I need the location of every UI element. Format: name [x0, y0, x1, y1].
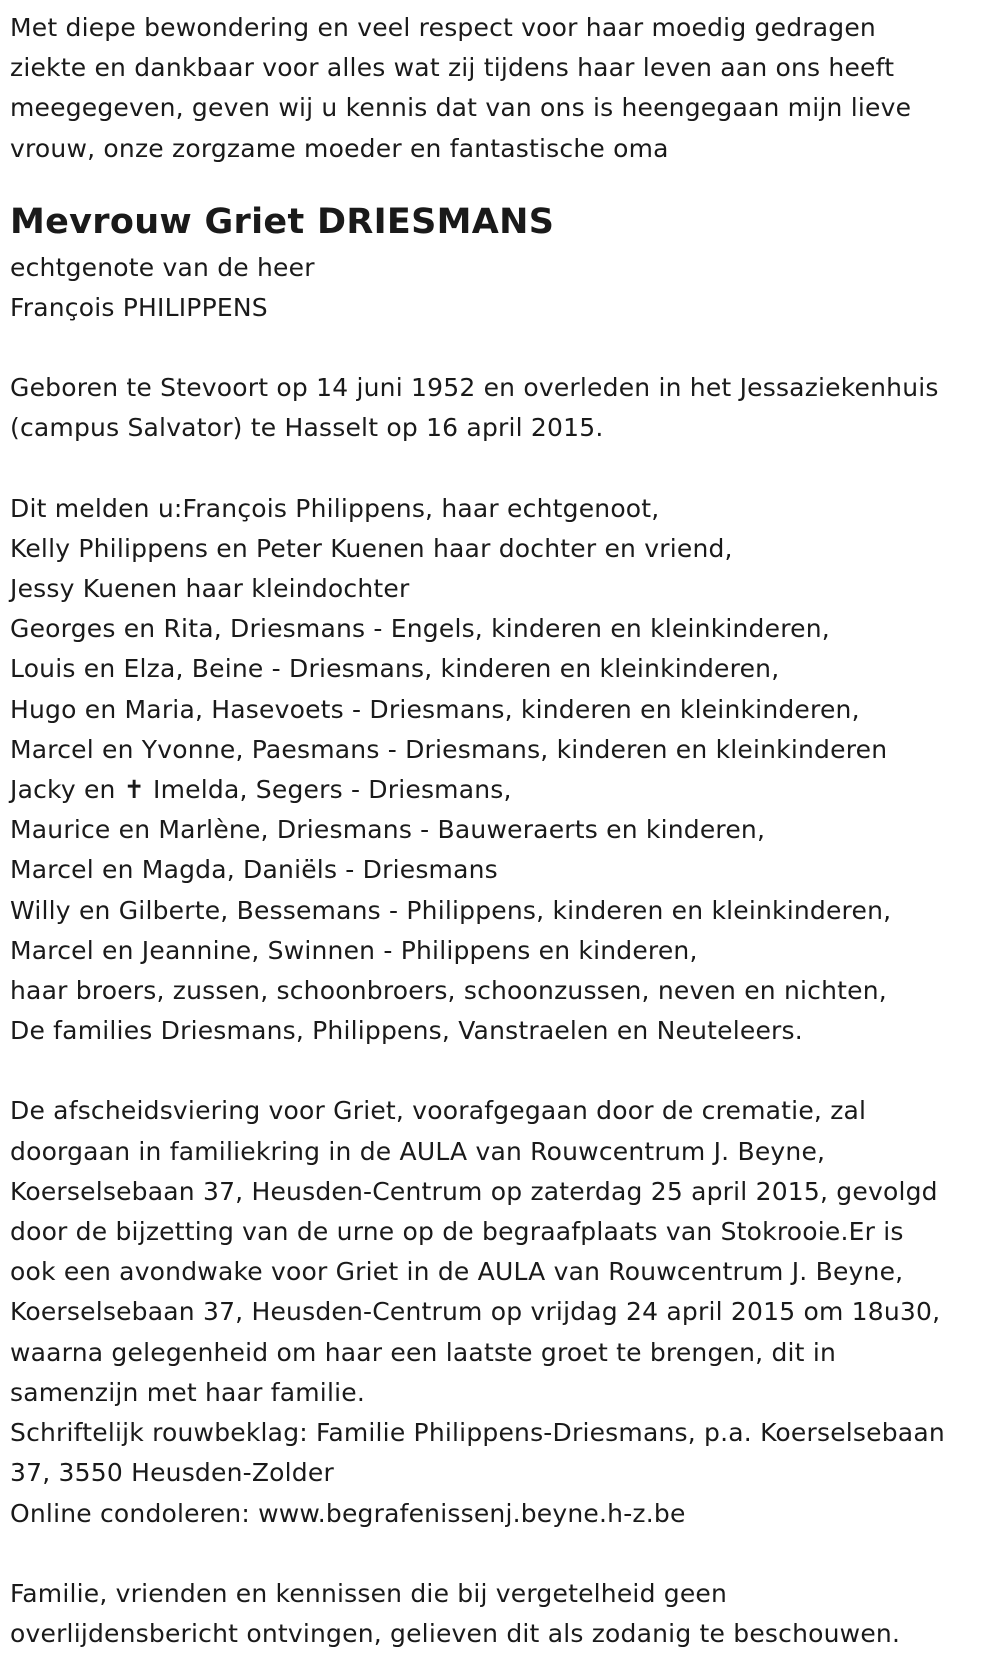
ceremony-line: door de bijzetting van de urne op de begraafplaats van Stokrooie.Er is: [10, 1217, 904, 1247]
ceremony-line: samenzijn met haar familie.: [10, 1377, 365, 1407]
spouse-line: echtgenote van de heer: [10, 252, 315, 282]
family-line: haar broers, zussen, schoonbroers, schoonzussen, neven en nichten,: [10, 976, 887, 1006]
family-line: Marcel en Magda, Daniëls - Driesmans: [10, 855, 498, 885]
imelda-text: Imelda, Segers - Driesmans,: [144, 775, 512, 805]
ceremony-line: ook een avondwake voor Griet in de AULA van Rouwcentrum J. Beyne,: [10, 1257, 904, 1287]
intro-paragraph: [10, 8, 1000, 169]
intro-line: vrouw, onze zorgzame moeder en fantastische oma: [10, 133, 669, 163]
spouse-line: François PHILIPPENS: [10, 293, 268, 323]
condolence-address-line: Schriftelijk rouwbeklag: Familie Philippens-Driesmans, p.a. Koerselsebaan: [10, 1418, 945, 1448]
condolence-address-line: 37, 3550 Heusden-Zolder: [10, 1458, 334, 1488]
closing-block: [10, 1574, 1000, 1654]
family-line: Willy en Gilberte, Bessemans - Philippens, kinderen en kleinkinderen,: [10, 895, 892, 925]
family-line: Hugo en Maria, Hasevoets - Driesmans, kinderen en kleinkinderen,: [10, 694, 860, 724]
family-line: Marcel en Jeannine, Swinnen - Philippens en kinderen,: [10, 935, 698, 965]
jacky-text: Jacky en: [10, 775, 124, 805]
family-line: Maurice en Marlène, Driesmans - Bauweraerts en kinderen,: [10, 815, 766, 845]
cross-icon: ✝: [123, 775, 145, 805]
deceased-name: Mevrouw Griet DRIESMANS: [10, 201, 555, 242]
family-line: Kelly Philippens en Peter Kuenen haar dochter en vriend,: [10, 533, 733, 563]
family-line-jacky: [10, 770, 1000, 810]
birth-death-line: (campus Salvator) te Hasselt op 16 april 2015.: [10, 413, 604, 443]
ceremony-line: doorgaan in familiekring in de AULA van Rouwcentrum J. Beyne,: [10, 1136, 826, 1166]
intro-line: meegegeven, geven wij u kennis dat van ons is heengegaan mijn lieve: [10, 93, 912, 123]
ceremony-line: Koerselsebaan 37, Heusden-Centrum op zaterdag 25 april 2015, gevolgd: [10, 1176, 938, 1206]
birth-death-line: Geboren te Stevoort op 14 juni 1952 en overleden in het Jessaziekenhuis: [10, 373, 939, 403]
family-line: Dit melden u:François Philippens, haar echtgenoot,: [10, 493, 660, 523]
intro-line: Met diepe bewondering en veel respect voor haar moedig gedragen: [10, 13, 876, 42]
family-line: Jessy Kuenen haar kleindochter: [10, 574, 410, 604]
family-block: [10, 489, 1000, 1052]
spouse-block: [10, 248, 1000, 328]
family-line: Marcel en Yvonne, Paesmans - Driesmans, kinderen en kleinkinderen: [10, 734, 888, 764]
closing-line: overlijdensbericht ontvingen, gelieven dit als zodanig te beschouwen.: [10, 1618, 901, 1648]
online-condolence-line: Online condoleren: www.begrafenissenj.beyne.h-z.be: [10, 1498, 686, 1528]
intro-line: ziekte en dankbaar voor alles wat zij tijdens haar leven aan ons heeft: [10, 53, 895, 83]
ceremony-line: De afscheidsviering voor Griet, voorafgegaan door de crematie, zal: [10, 1096, 867, 1126]
closing-line: Familie, vrienden en kennissen die bij vergetelheid geen: [10, 1578, 728, 1608]
family-line: Louis en Elza, Beine - Driesmans, kinderen en kleinkinderen,: [10, 654, 780, 684]
ceremony-block: [10, 1091, 1000, 1533]
family-line: Georges en Rita, Driesmans - Engels, kinderen en kleinkinderen,: [10, 614, 830, 644]
birth-death-block: [10, 368, 1000, 448]
family-line: De families Driesmans, Philippens, Vanstraelen en Neuteleers.: [10, 1016, 803, 1046]
ceremony-line: waarna gelegenheid om haar een laatste groet te brengen, dit in: [10, 1337, 837, 1367]
ceremony-line: Koerselsebaan 37, Heusden-Centrum op vrijdag 24 april 2015 om 18u30,: [10, 1297, 941, 1327]
